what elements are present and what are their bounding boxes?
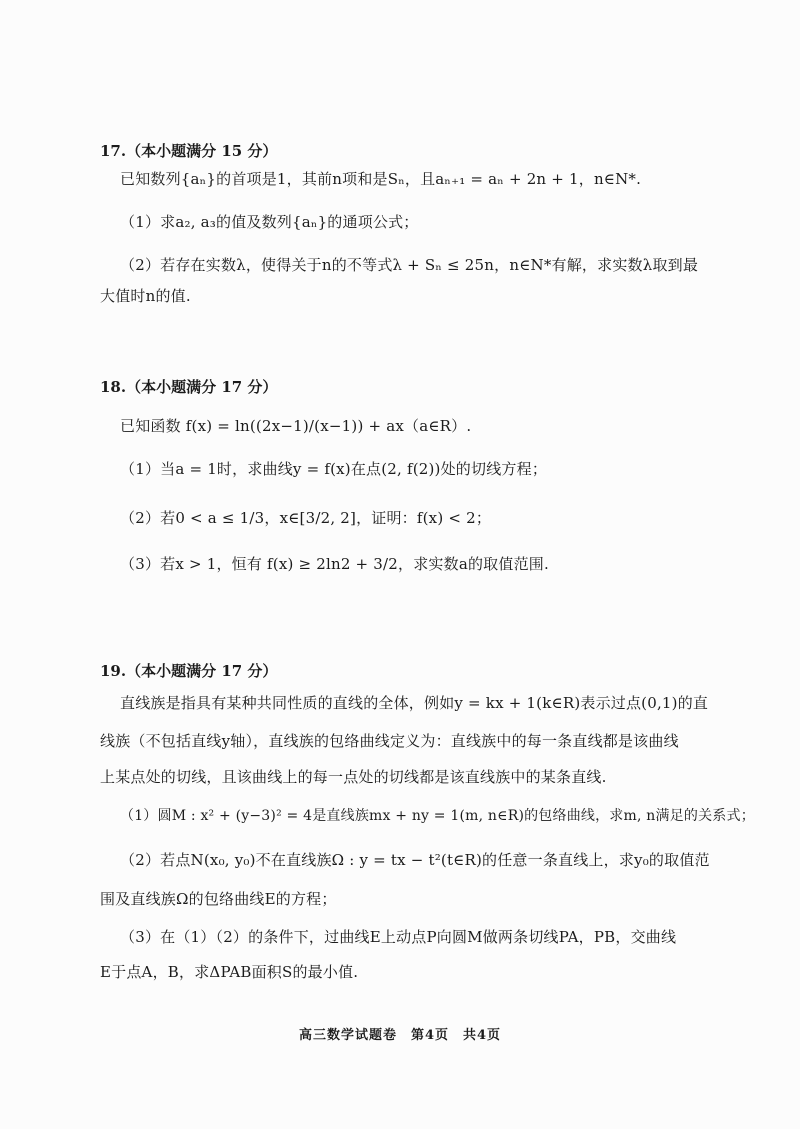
problem-header: 19.（本小题满分 17 分）: [100, 662, 278, 680]
problem-line: （1）圆M : x² + (y−3)² = 4是直线族mx + ny = 1(m, n∈R)的包络曲线，求m, n满足的关系式；: [120, 808, 755, 824]
problem-line: （2）若0 < a ≤ 1/3，x∈[3/2, 2]，证明：f(x) < 2；: [120, 509, 492, 527]
problem-line: （1）求a₂, a₃的值及数列{aₙ}的通项公式；: [120, 213, 419, 231]
problem-line: 直线族是指具有某种共同性质的直线的全体，例如y = kx + 1(k∈R)表示过点(0,1)的直: [120, 694, 709, 712]
problem-line: （1）当a = 1时，求曲线y = f(x)在点(2, f(2))处的切线方程；: [120, 460, 548, 478]
problem-line: 上某点处的切线，且该曲线上的每一点处的切线都是该直线族中的某条直线.: [100, 768, 607, 786]
problem-line: （3）若x > 1，恒有 f(x) ≥ 2ln2 + 3/2，求实数a的取值范围.: [120, 555, 549, 573]
problem-line: 线族（不包括直线y轴），直线族的包络曲线定义为：直线族中的每一条直线都是该曲线: [100, 732, 679, 750]
problem-line: 已知函数 f(x) = ln((2x−1)/(x−1)) + ax（a∈R）.: [120, 417, 472, 435]
problem-line: 已知数列{aₙ}的首项是1，其前n项和是Sₙ，且aₙ₊₁ = aₙ + 2n + 1，n∈N*.: [120, 170, 642, 188]
problem-line: E于点A，B，求ΔPAB面积S的最小值.: [100, 963, 359, 981]
problem-line: （3）在（1）（2）的条件下，过曲线E上动点P向圆M做两条切线PA，PB，交曲线: [120, 928, 677, 946]
problem-line: （2）若存在实数λ，使得关于n的不等式λ + Sₙ ≤ 25n，n∈N*有解，求实数λ取到最: [120, 256, 699, 274]
problem-line: （2）若点N(x₀, y₀)不在直线族Ω : y = tx − t²(t∈R)的任意一条直线上，求y₀的取值范: [120, 851, 710, 869]
problem-header: 18.（本小题满分 17 分）: [100, 378, 278, 396]
problem-line: 围及直线族Ω的包络曲线E的方程；: [100, 890, 337, 908]
page-footer: 高三数学试题卷 第4页 共4页: [298, 1028, 502, 1043]
problem-line: 大值时n的值.: [100, 287, 191, 305]
problem-header: 17.（本小题满分 15 分）: [100, 142, 278, 160]
